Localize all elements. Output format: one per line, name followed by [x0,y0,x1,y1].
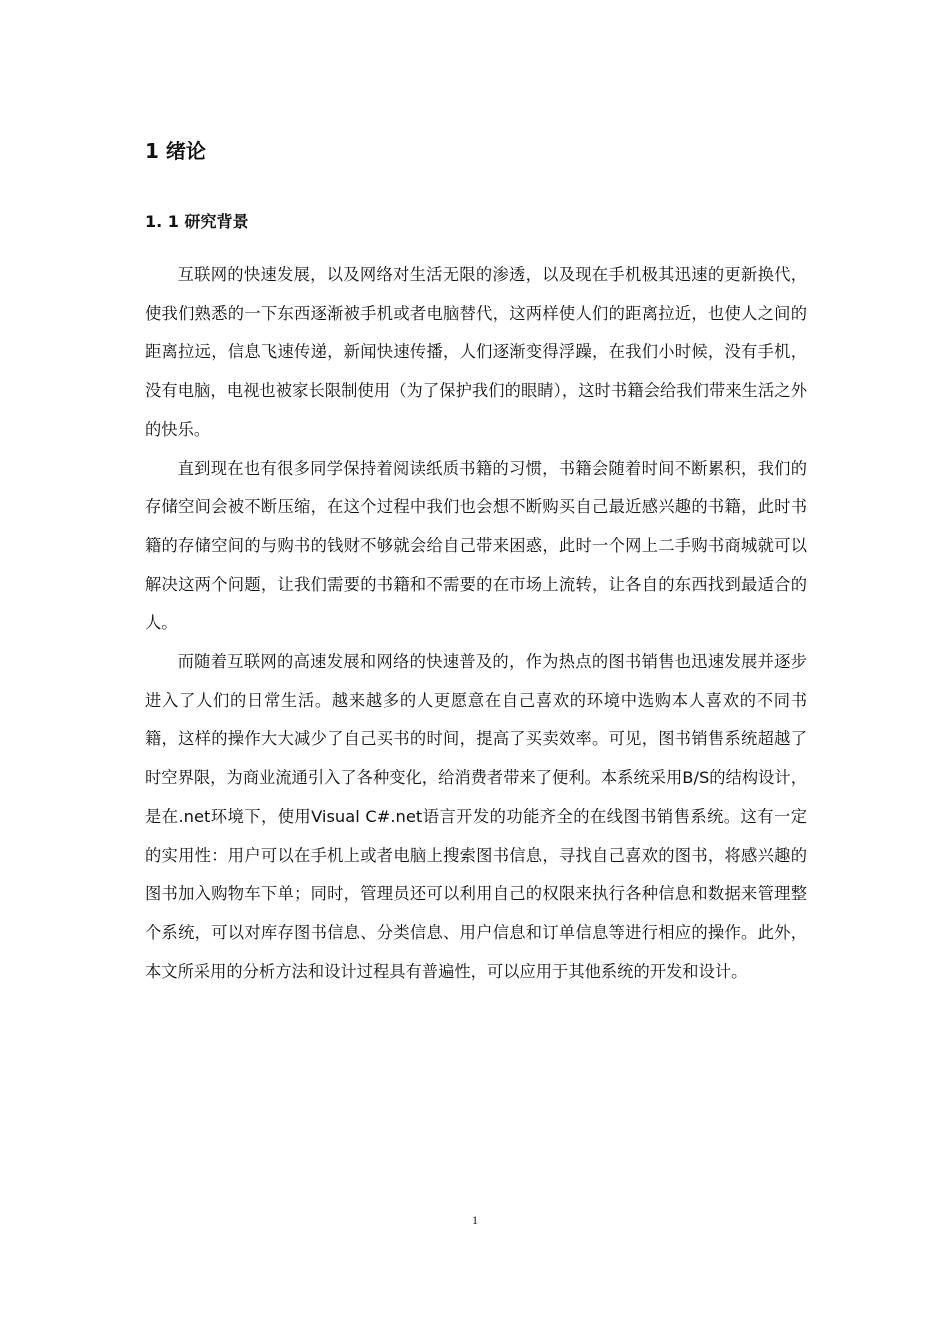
paragraph: 直到现在也有很多同学保持着阅读纸质书籍的习惯，书籍会随着时间不断累积，我们的存储空间会被不断压缩，在这个过程中我们也会想不断购买自己最近感兴趣的书籍，此时书籍的存储空间的与购书的钱财不够就会给自己带来困惑，此时一个网上二手购书商城就可以解决这两个问题，让我们需要的书籍和不需要的在市场上流转，让各自的东西找到最适合的人。 [145,458,807,633]
page-number: 1 [472,1213,478,1227]
paragraph: 互联网的快速发展，以及网络对生活无限的渗透，以及现在手机极其迅速的更新换代，使我们熟悉的一下东西逐渐被手机或者电脑替代，这两样使人们的距离拉近，也使人之间的距离拉远，信息飞速传递，新闻快速传播，人们逐渐变得浮躁，在我们小时候，没有手机，没有电脑，电视也被家长限制使用（为了保护我们的眼睛），这时书籍会给我们带来生活之外的快乐。 [145,265,807,439]
paragraph: 而随着互联网的高速发展和网络的快速普及的，作为热点的图书销售也迅速发展并逐步进入了人们的日常生活。越来越多的人更愿意在自己喜欢的环境中选购本人喜欢的不同书籍，这样的操作大大减少了自己买书的时间，提高了买卖效率。可见，图书销售系统超越了时空界限，为商业流通引入了各种变化，给消费者带来了便利。本系统采用B/S的结构设计，是在.net环境下，使用Visual C#.net语言开发的功能齐全的在线图书销售系统。这有一定的实用性：用户可以在手机上或者电脑上搜索图书信息，寻找自己喜欢的图书，将感兴趣的图书加入购物车下单；同时，管理员还可以利用自己的权限来执行各种信息和数据来管理整个系统，可以对库存图书信息、分类信息、用户信息和订单信息等进行相应的操作。此外，本文所采用的分析方法和设计过程具有普遍性，可以应用于其他系统的开发和设计。 [145,652,807,981]
section-title: 1. 1 研究背景 [145,212,249,231]
chapter-title: 1 绪论 [145,139,206,163]
body-text [145,256,807,991]
